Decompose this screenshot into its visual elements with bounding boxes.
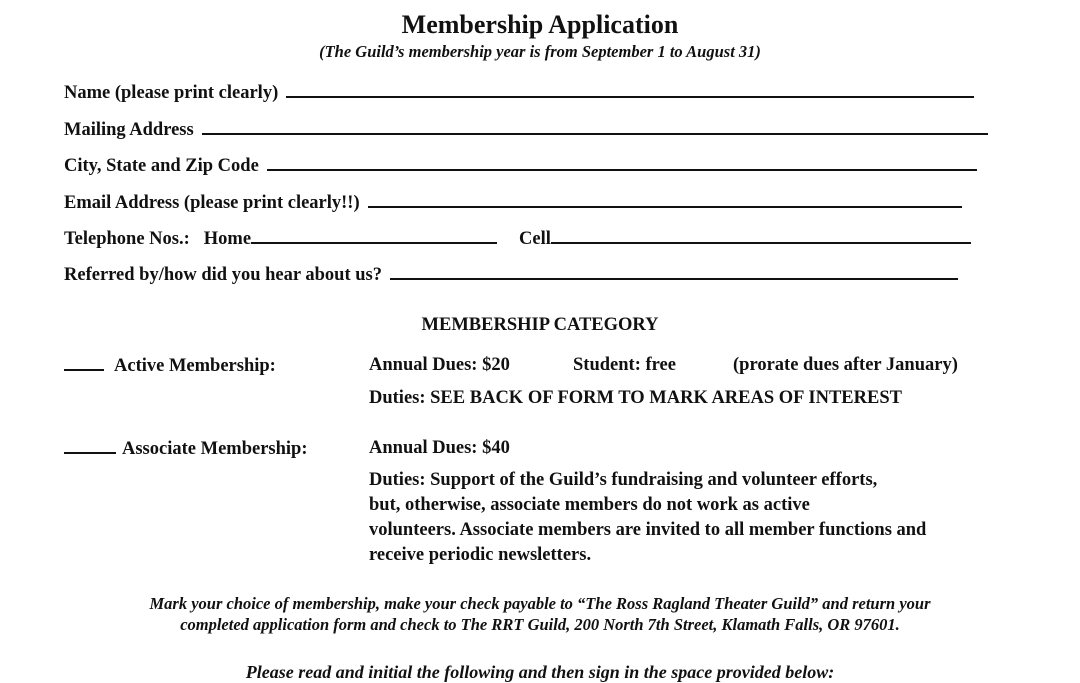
active-duties: Duties: SEE BACK OF FORM TO MARK AREAS OF INTEREST <box>369 388 902 408</box>
active-membership-checkbox[interactable] <box>64 355 104 371</box>
instructions-line-1: Mark your choice of membership, make your check payable to “The Ross Ragland Theater Guild” and return your <box>149 594 931 613</box>
city-state-zip-field <box>64 153 977 177</box>
mailing-address-input[interactable] <box>202 117 988 135</box>
city-state-zip-label: City, State and Zip Code <box>64 156 259 176</box>
mailing-address-field <box>64 117 988 141</box>
active-membership-label: Active Membership: <box>114 356 276 376</box>
referred-by-label: Referred by/how did you hear about us? <box>64 265 382 285</box>
active-student-dues: Student: free <box>573 355 676 375</box>
email-label: Email Address (please print clearly!!) <box>64 193 360 213</box>
associate-duties-line-1: Duties: Support of the Guild’s fundraising and volunteer efforts, <box>369 470 878 490</box>
telephone-field <box>64 226 971 250</box>
instructions-line-3: Please read and initial the following and then sign in the space provided below: <box>245 662 835 682</box>
referred-by-input[interactable] <box>390 262 958 280</box>
name-input[interactable] <box>286 80 974 98</box>
associate-duties-line-3: volunteers. Associate members are invited to all member functions and <box>369 520 927 540</box>
email-field <box>64 190 962 214</box>
associate-duties-line-2: but, otherwise, associate members do not work as active <box>369 495 810 515</box>
associate-membership-label: Associate Membership: <box>122 439 308 459</box>
associate-dues: Annual Dues: $40 <box>369 438 510 458</box>
page-subtitle: (The Guild’s membership year is from September 1 to August 31) <box>319 42 761 61</box>
cell-phone-input[interactable] <box>551 226 971 244</box>
name-label: Name (please print clearly) <box>64 83 279 103</box>
membership-category-heading: MEMBERSHIP CATEGORY <box>421 315 659 335</box>
home-phone-input[interactable] <box>251 226 497 244</box>
name-field <box>64 80 974 104</box>
associate-membership-option <box>64 438 307 460</box>
email-input[interactable] <box>368 190 962 208</box>
instructions-line-2: completed application form and check to The RRT Guild, 200 North 7th Street, Klamath Falls, OR 97601. <box>180 615 900 634</box>
associate-membership-checkbox[interactable] <box>64 438 116 454</box>
city-state-zip-input[interactable] <box>267 153 977 171</box>
telephone-label: Telephone Nos.: <box>64 229 190 249</box>
cell-label: Cell <box>519 229 551 249</box>
page-title: Membership Application <box>401 10 679 39</box>
active-prorate-note: (prorate dues after January) <box>733 355 958 375</box>
associate-duties-line-4: receive periodic newsletters. <box>369 545 592 565</box>
referred-by-field <box>64 262 958 286</box>
active-dues: Annual Dues: $20 <box>369 355 510 375</box>
active-membership-option <box>64 355 276 377</box>
home-label: Home <box>203 229 252 249</box>
mailing-address-label: Mailing Address <box>64 120 194 140</box>
